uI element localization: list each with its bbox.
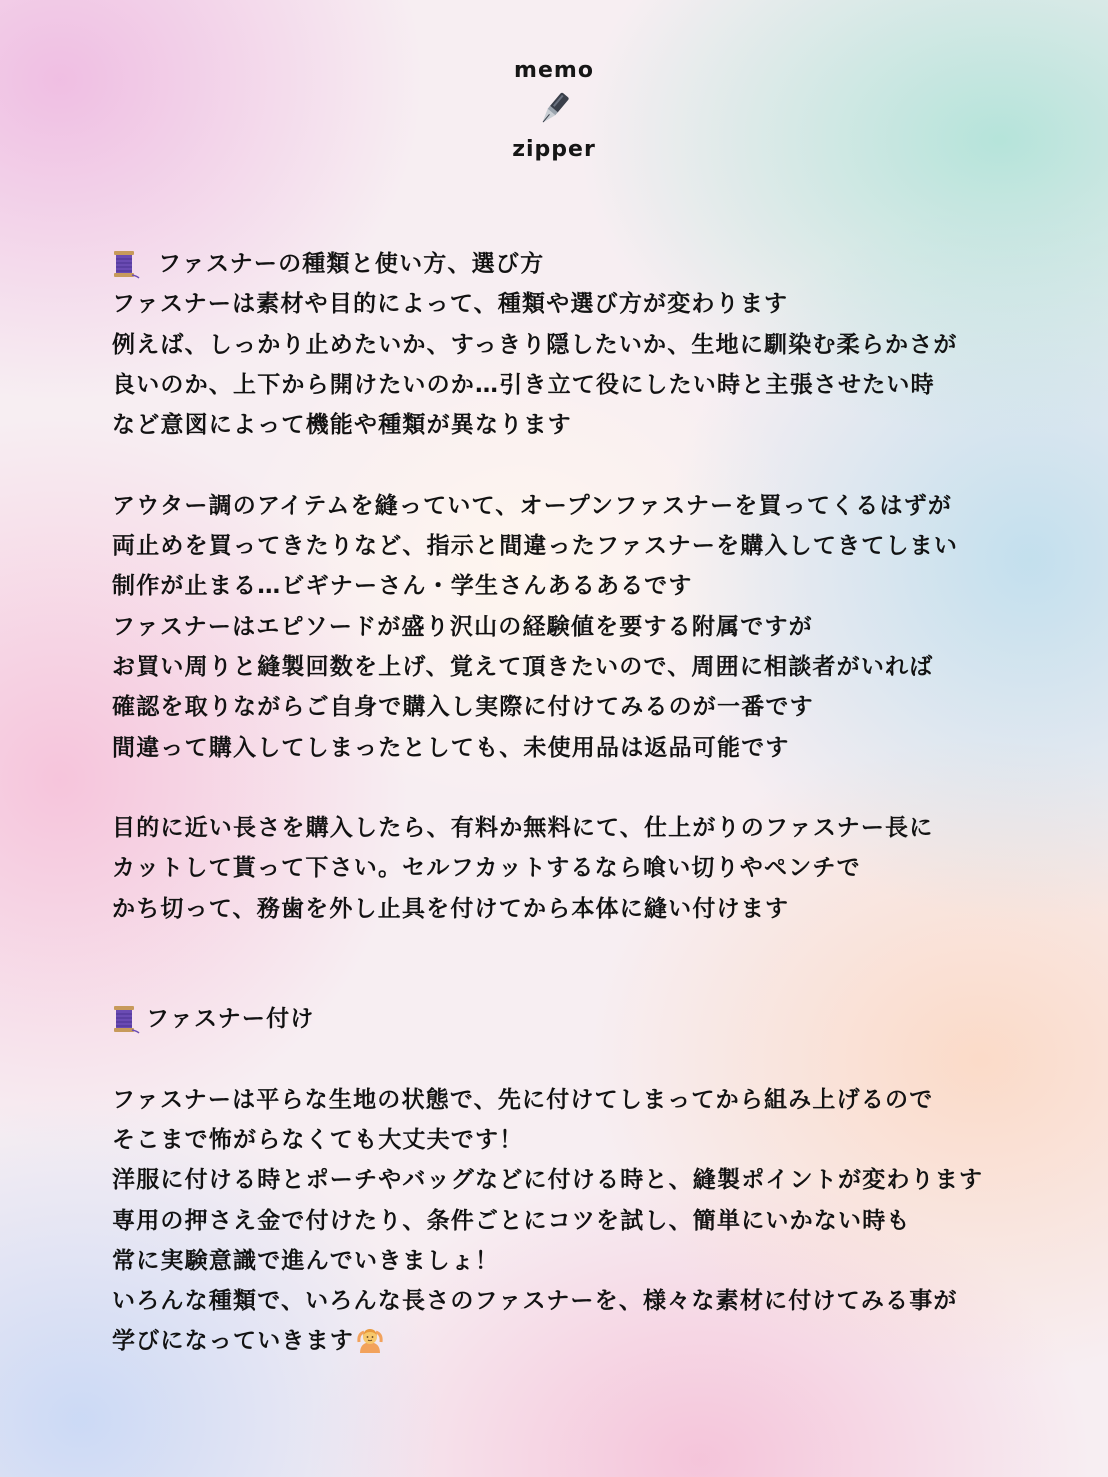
text-line: 洋服に付ける時とポーチやバッグなどに付ける時と、縫製ポイントが変わります bbox=[112, 1167, 984, 1194]
text-line: など意図によって機能や種類が異なります bbox=[112, 412, 572, 439]
spool-of-thread-icon bbox=[112, 1004, 140, 1034]
text-line: 目的に近い長さを購入したら、有料か無料にて、仕上がりのファスナー長に bbox=[112, 815, 934, 842]
text-line: ファスナーは素材や目的によって、種類や選び方が変わります bbox=[112, 291, 789, 318]
text-line: アウター調のアイテムを縫っていて、オープンファスナーを買ってくるはずが bbox=[112, 492, 953, 519]
memo-label: memo bbox=[514, 58, 594, 83]
text-line-text: 学びになっていきます bbox=[112, 1328, 354, 1355]
text-line-last bbox=[112, 1321, 1072, 1361]
text-line: お買い周りと縫製回数を上げ、覚えて頂きたいので、周囲に相談者がいれば bbox=[112, 653, 934, 680]
header bbox=[0, 58, 1108, 162]
text-line: 専用の押さえ金で付けたり、条件ごとにコツを試し、簡単にいかない時も bbox=[112, 1207, 911, 1234]
text-line: 制作が止まる…ビギナーさん・学生さんあるあるです bbox=[112, 573, 693, 600]
paragraph-gap bbox=[112, 768, 1072, 808]
zipper-label: zipper bbox=[512, 137, 596, 162]
fountain-pen-icon bbox=[534, 89, 574, 129]
text-line: かち切って、務歯を外し止具を付けてから本体に縫い付けます bbox=[112, 895, 790, 922]
section-title-zipper-attaching bbox=[112, 999, 1072, 1039]
text-line: ファスナーはエピソードが盛り沢山の経験値を要する附属ですが bbox=[112, 613, 813, 640]
paragraph-gap bbox=[112, 1039, 1072, 1079]
text-line: 両止めを買ってきたりなど、指示と間違ったファスナーを購入してきてしまい bbox=[112, 533, 959, 560]
text-line: 確認を取りながらご自身で購入し実際に付けてみるのが一番です bbox=[112, 694, 814, 721]
text-line: カットして貰って下さい。セルフカットするなら喰い切りやペンチで bbox=[112, 855, 861, 882]
memo-content bbox=[112, 244, 1072, 1362]
text-line: ファスナーは平らな生地の状態で、先に付けてしまってから組み上げるので bbox=[112, 1086, 934, 1113]
paragraph-gap bbox=[112, 445, 1072, 485]
text-line: 常に実験意識で進んでいきましょ！ bbox=[112, 1247, 500, 1274]
text-line: いろんな種類で、いろんな長さのファスナーを、様々な素材に付けてみる事が bbox=[112, 1288, 958, 1315]
section-title-zipper-types bbox=[112, 244, 1072, 284]
person-gesturing-ok-icon bbox=[356, 1326, 384, 1354]
text-line: 例えば、しっかり止めたいか、すっきり隠したいか、生地に馴染む柔らかさが bbox=[112, 331, 958, 358]
text-line: 間違って購入してしまったとしても、未使用品は返品可能です bbox=[112, 734, 790, 761]
section-title-text: ファスナーの種類と使い方、選び方 bbox=[158, 251, 545, 277]
spool-of-thread-icon bbox=[112, 249, 140, 279]
text-line: 良いのか、上下から開けたいのか…引き立て役にしたい時と主張させたい時 bbox=[112, 371, 935, 398]
section-title-text: ファスナー付け bbox=[146, 1006, 315, 1033]
text-line: そこまで怖がらなくても大丈夫です！ bbox=[112, 1126, 524, 1153]
section-gap bbox=[112, 929, 1072, 999]
